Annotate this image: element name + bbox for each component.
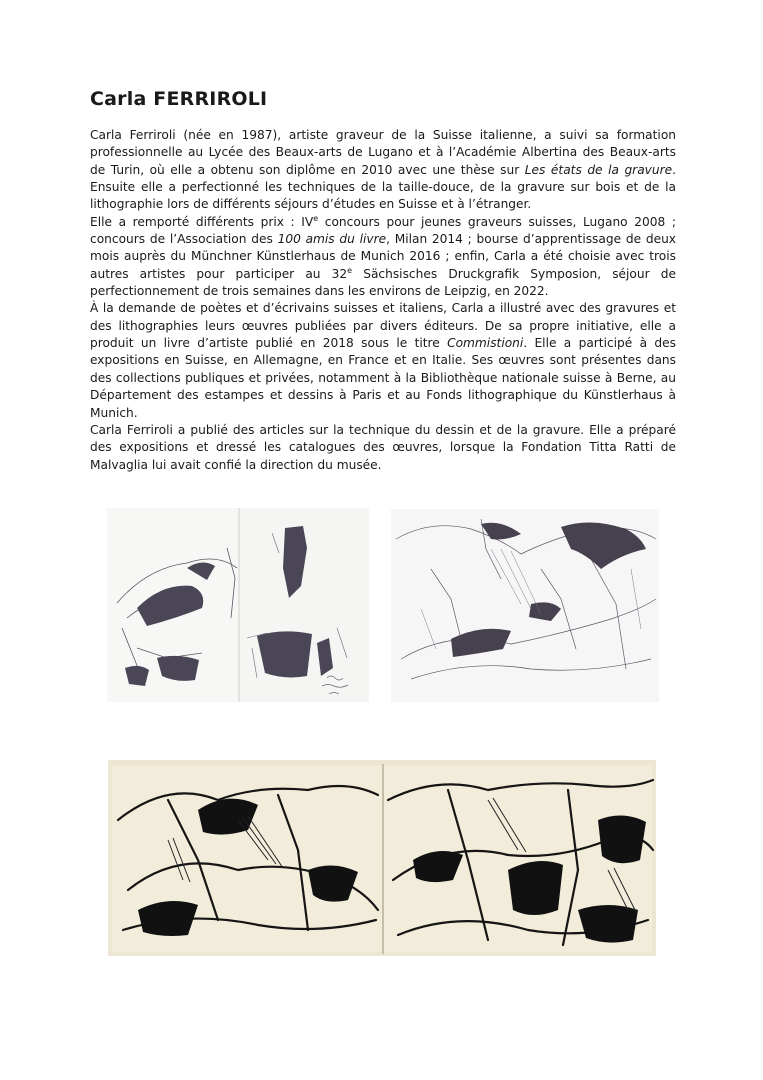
sketch-image-1 — [107, 508, 369, 702]
biography-text — [90, 127, 676, 474]
bio-text: . Ensuite elle a perfectionné les techniques de la taille-douce, de la gravure sur bois et de la lithographie lors de différents séjours d’études en Suisse et à l’étranger. — [90, 162, 676, 212]
bio-text: Sächsisches Druckgrafik Symposion, séjour de perfectionnement de trois semaines dans les environs de Leipzig, en 2022. — [90, 266, 676, 299]
ordinal-superscript: e — [347, 265, 353, 275]
ordinal-superscript: e — [313, 213, 319, 223]
association-name: 100 amis du livre — [277, 232, 387, 247]
bio-text: À la demande de poètes et d’écrivains suisses et italiens, Carla a illustré avec des gravures et des lithographies leurs œuvres publiées par divers éditeurs. De sa propre initiative, elle a produit un livre d’artiste publié en 2018 sous le titre — [90, 301, 676, 351]
bio-text: , Milan 2014 ; bourse d’apprentissage de deux mois auprès du Münchner Künstlerhaus de Munich 2016 ; enfin, Carla a été choisie avec trois autres artistes pour participer au 32 — [90, 232, 676, 281]
sketch-image-2 — [391, 509, 659, 702]
bio-text: Elle a remporté différents prix : IV — [90, 214, 314, 229]
bio-text: . Elle a participé à des expositions en Suisse, en Allemagne, en France et en Italie. Ses œuvres sont présentes dans des collections publiques et privées, notamment à la Bibliothèque nationale suisse à Berne, au Département des estampes et dessins à Paris et au Fonds lithographique du Künstlerhaus à Munich. — [90, 336, 677, 420]
page-title: Carla FERRIROLI — [90, 88, 268, 110]
book-title: Commistioni — [447, 336, 524, 351]
bio-paragraph-4: Carla Ferriroli a publié des articles sur la technique du dessin et de la gravure. Elle a préparé des expositions et dressé les catalogues des œuvres, lorsque la Fondation Titta Ratti de Malvaglia lui avait confié la direction du musée. — [90, 422, 676, 472]
thesis-title: Les états de la gravure — [524, 162, 673, 177]
sketch-image-3 — [108, 760, 656, 956]
bio-text: concours pour jeunes graveurs suisses, Lugano 2008 ; concours de l’Association des — [90, 214, 676, 247]
bio-paragraph-1 — [90, 127, 676, 214]
bio-paragraph-3 — [90, 300, 676, 421]
bio-paragraph-2 — [90, 214, 676, 301]
bio-text: Carla Ferriroli (née en 1987), artiste graveur de la Suisse italienne, a suivi sa formation professionnelle au Lycée des Beaux-arts de Lugano et à l’Académie Albertina des Beaux-arts de Turin, où elle a obtenu son diplôme en 2010 avec une thèse sur — [90, 128, 676, 177]
